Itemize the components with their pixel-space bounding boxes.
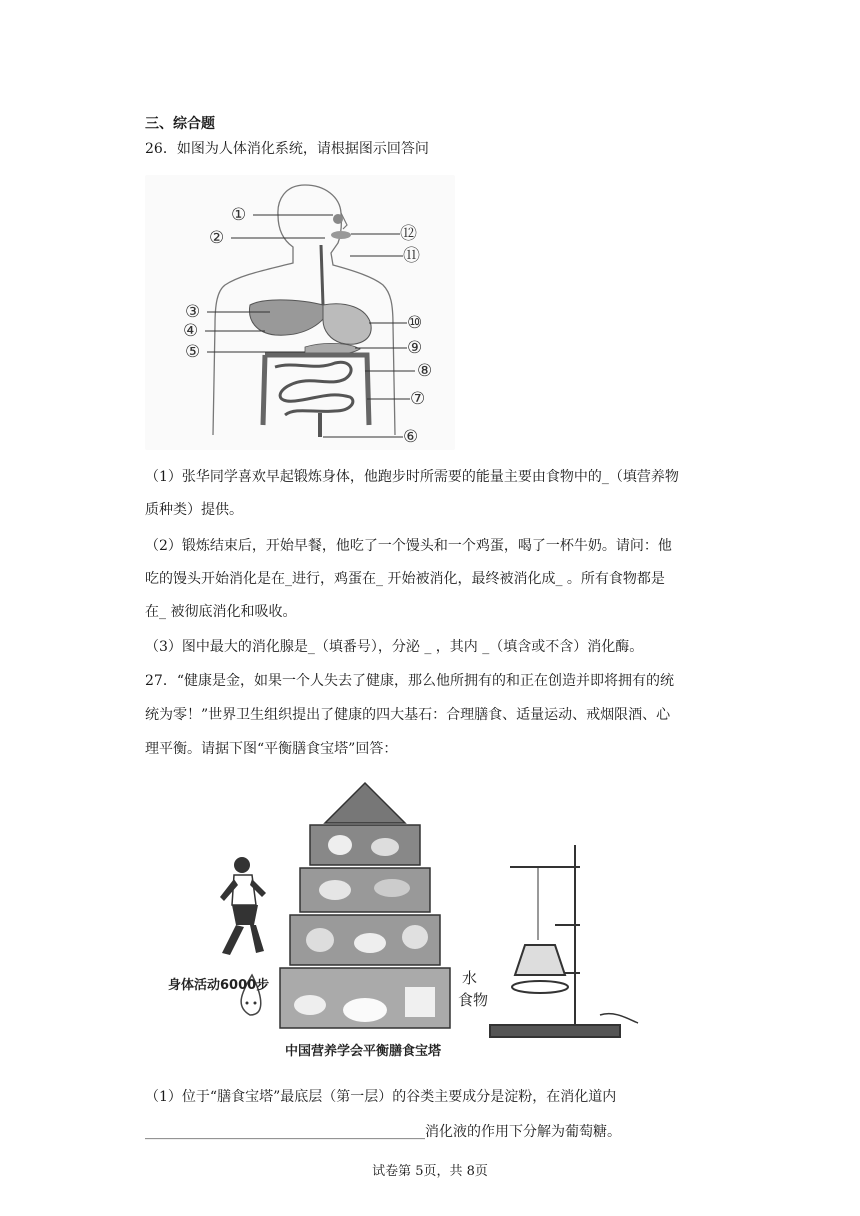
q26-sub1-line2: 质种类）提供。	[145, 502, 243, 518]
q27-line2: 统为零！”世界卫生组织提出了健康的四大基石：合理膳食、适量运动、戒烟限酒、心	[145, 707, 671, 723]
food-label: 食物	[458, 991, 489, 1009]
page-footer: 试卷第 5页，共 8页	[372, 1164, 488, 1179]
label-11: ⑪	[403, 246, 420, 266]
activity-label: 身体活动6000步	[168, 978, 270, 993]
label-7: ⑦	[410, 389, 426, 409]
q26-sub3-line1: （3）图中最大的消化腺是_（填番号），分泌 _ ，其内 _（填含或不含）消化酶。	[145, 639, 644, 655]
digestive-system-diagram	[145, 175, 455, 450]
label-5: ⑤	[185, 342, 201, 362]
section-title: 三、综合题	[145, 116, 215, 132]
q26-sub2-line1: （2）锻炼结束后，开始早餐，他吃了一个馒头和一个鸡蛋，喝了一杯牛奶。请问：他	[145, 538, 672, 554]
q27-line3: 理平衡。请据下图“平衡膳食宝塔”回答：	[145, 741, 398, 757]
water-label: 水	[462, 969, 478, 987]
label-8: ⑧	[417, 361, 433, 381]
label-10: ⑩	[407, 313, 423, 333]
q27-sub1-line2-text: 消化液的作用下分解为葡萄糖。	[425, 1124, 621, 1140]
q26-sub2-line2: 吃的馒头开始消化是在_进行，鸡蛋在_ 开始被消化，最终被消化成_ 。所有食物都是	[145, 571, 665, 587]
question-26-title: 26．如图为人体消化系统，请根据图示回答问	[145, 141, 429, 157]
label-2: ②	[209, 228, 225, 248]
label-12: ⑫	[400, 224, 417, 244]
label-1: ①	[231, 205, 247, 225]
q27-line1: 27．“健康是金，如果一个人失去了健康，那么他所拥有的和正在创造并即将拥有的统	[145, 673, 674, 689]
q27-sub1-line2	[145, 1122, 621, 1142]
answer-blank: ________________________________________	[145, 1124, 425, 1140]
q26-sub1-line1: （1）张华同学喜欢早起锻炼身体，他跑步时所需要的能量主要由食物中的_（填营养物	[145, 469, 679, 485]
pyramid-icon	[280, 783, 450, 1028]
runner-icon	[220, 857, 266, 955]
label-4: ④	[183, 321, 199, 341]
label-3: ③	[185, 302, 201, 322]
label-9: ⑨	[407, 338, 423, 358]
q27-sub1-line1: （1）位于“膳食宝塔”最底层（第一层）的谷类主要成分是淀粉，在消化道内	[145, 1089, 617, 1105]
food-pyramid-figure	[160, 775, 660, 1065]
pyramid-caption: 中国营养学会平衡膳食宝塔	[285, 1044, 442, 1059]
lab-stand-icon	[490, 845, 638, 1037]
q26-sub2-line3: 在_ 被彻底消化和吸收。	[145, 604, 297, 620]
label-6: ⑥	[403, 427, 419, 447]
